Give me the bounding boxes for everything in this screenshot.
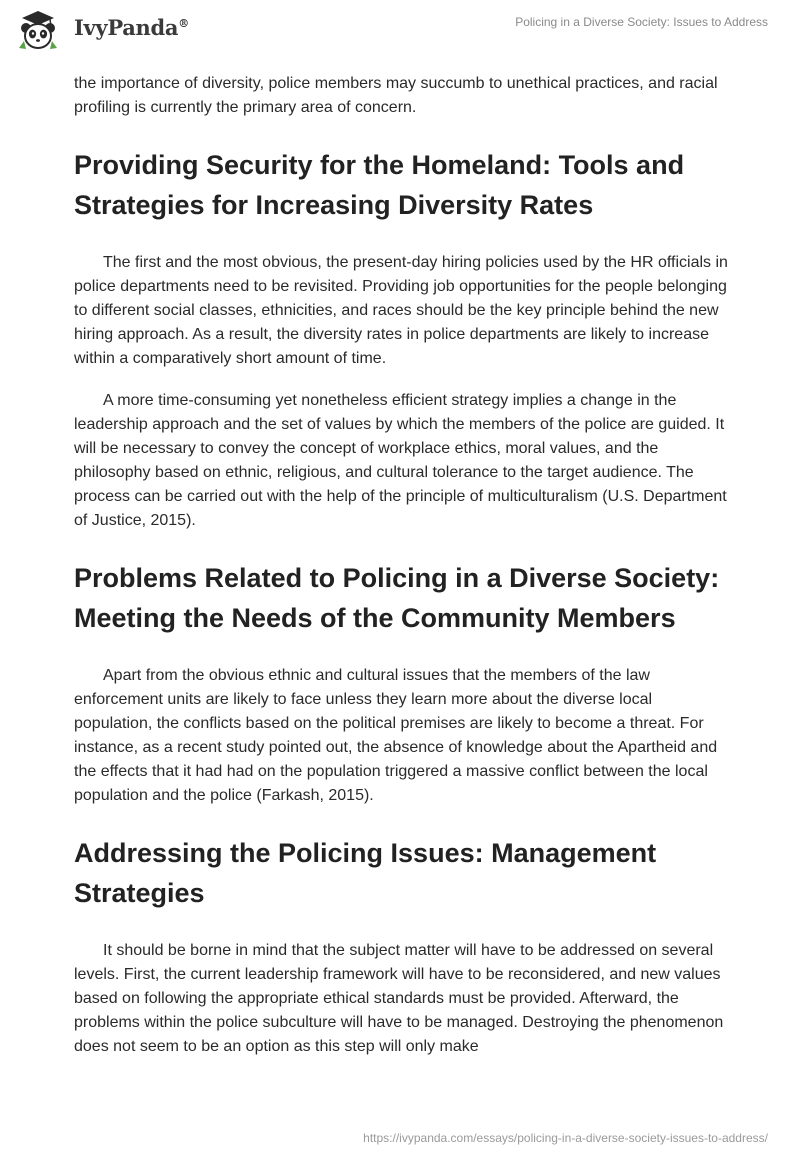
section-paragraph: It should be borne in mind that the subject matter will have to be addressed on several levels. First, the current leadership framework will have to be reconsidered, and new values based on following the appropriate ethical standards must be provided. Afterward, the problems within the police subculture will have to be managed. Destroying the phenomenon does not seem to be an option as this step will only make — [74, 942, 724, 1055]
page-header — [0, 0, 800, 64]
brand-name-text: IvyPanda — [74, 15, 179, 40]
brand-name[interactable] — [74, 15, 189, 40]
section-heading: Addressing the Policing Issues: Management Strategies — [74, 838, 657, 908]
section-heading: Providing Security for the Homeland: Tools and Strategies for Increasing Diversity Rates — [74, 150, 685, 220]
section-paragraph: The first and the most obvious, the present-day hiring policies used by the HR officials in police departments need to be revisited. Providing job opportunities for the people belonging to different social classes, ethnicities, and races should be the key principle behind the new hiring approach. As a result, the diversity rates in police departments are likely to increase within a comparatively short amount of time. — [74, 254, 728, 367]
panda-logo-icon[interactable] — [16, 8, 60, 52]
section-heading: Problems Related to Policing in a Diverse Society: Meeting the Needs of the Community Members — [74, 563, 720, 633]
section-paragraph: A more time-consuming yet nonetheless efficient strategy implies a change in the leadership approach and the set of values by which the members of the police are guided. It will be necessary to convey the concept of workplace ethics, moral values, and the philosophy based on ethnic, religious, and cultural tolerance to the target audience. The process can be carried out with the help of the principle of multiculturalism (U.S. Department of Justice, 2015). — [74, 392, 727, 529]
registered-mark: ® — [178, 17, 189, 30]
source-url-link[interactable]: https://ivypanda.com/essays/policing-in-a-diverse-society-issues-to-address/ — [363, 1131, 768, 1145]
section-paragraph: Apart from the obvious ethnic and cultural issues that the members of the law enforcement units are likely to face unless they learn more about the diverse local population, the conflicts based on the political premises are likely to become a threat. For instance, as a recent study pointed out, the absence of knowledge about the Apartheid and the effects that it had had on the population triggered a massive conflict between the local population and the police (Farkash, 2015). — [74, 667, 718, 804]
document-title: Policing in a Diverse Society: Issues to Address — [515, 15, 768, 29]
intro-paragraph: the importance of diversity, police members may succumb to unethical practices, and racial profiling is currently the primary area of concern. — [74, 75, 718, 116]
article-body — [74, 72, 734, 1059]
